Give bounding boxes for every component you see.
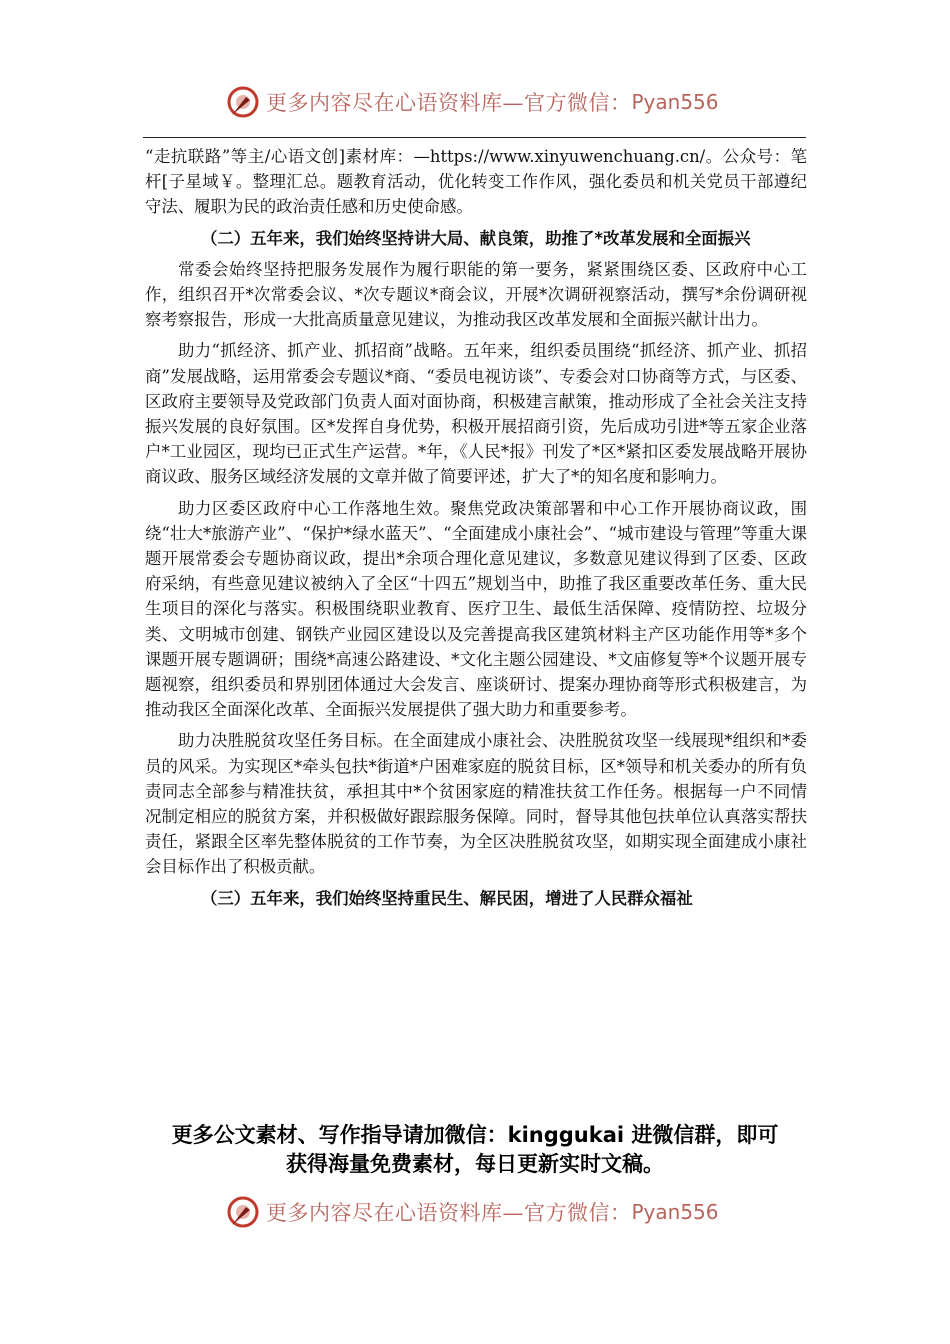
footer-wechat-id: Pyan556	[631, 1200, 719, 1224]
paragraph: 常委会始终坚持把服务发展作为履行职能的第一要务，紧紧围绕区委、区政府中心工作，组织召开*次常委会议、*次专题议*商会议，开展*次调研视察活动，撰写*余份调研视察考察报告，形成一大批高质量意见建议，为推动我区改革发展和全面振兴献计出力。	[145, 259, 807, 330]
paragraph: 助力区委区政府中心工作落地生效。聚焦党政决策部署和中心工作开展协商议政，围绕“壮大*旅游产业”、“保护*绿水蓝天”、“全面建成小康社会”、“城市建设与管理”等重大课题开展常委会专题协商议政，提出*余项合理化意见建议，多数意见建议得到了区委、区政府采纳，有些意见建议被纳入了全区“十四五”规划当中，助推了我区重要改革任务、重大民生项目的深化与落实。积极围绕职业教育、医疗卫生、最低生活保障、疫情防控、垃圾分类、文明城市创建、钢铁产业园区建设以及完善提高我区建筑材料主产区功能作用等*多个课题开展专题调研；围绕*高速公路建设、*文化主题公园建设、*文庙修复等*个议题开展专题视察，组织委员和界别团体通过大会发言、座谈研讨、提案办理协商等形式积极建言，为推动我区全面深化改革、全面振兴发展提供了强大助力和重要参考。	[145, 498, 807, 720]
promo-notice	[140, 1121, 810, 1179]
header-divider	[143, 137, 806, 138]
section-heading: （二）五年来，我们始终坚持讲大局、献良策，助推了*改革发展和全面振兴	[201, 228, 751, 248]
header-wechat-id: Pyan556	[631, 90, 719, 114]
section-heading: （三）五年来，我们始终坚持重民生、解民困，增进了人民群众福祉	[201, 888, 693, 908]
header-banner-text: 更多内容尽在心语资料库—官方微信：	[266, 91, 632, 115]
document-body	[145, 144, 807, 917]
promo-line: 获得海量免费素材，每日更新实时文稿。	[286, 1152, 664, 1176]
paragraph: “走抗联路”等主/心语文创]素材库：—https://www.xinyuwenchuang.cn/。公众号：笔杆[子星域￥。整理汇总。题教育活动，优化转变工作作风，强化委员和机关党员干部遵纪守法、履职为民的政治责任感和历史使命感。	[145, 147, 807, 217]
header-banner	[226, 84, 719, 120]
footer-banner-text: 更多内容尽在心语资料库—官方微信：	[266, 1201, 632, 1225]
logo-icon	[226, 1195, 260, 1229]
promo-line: 更多公文素材、写作指导请加微信：kinggukai 进微信群，即可	[171, 1123, 779, 1147]
footer-banner	[226, 1194, 719, 1230]
paragraph: 助力“抓经济、抓产业、抓招商”战略。五年来，组织委员围绕“抓经济、抓产业、抓招商”发展战略，运用常委会专题议*商、“委员电视访谈”、专委会对口协商等方式，与区委、区政府主要领导及党政部门负责人面对面协商，积极建言献策，推动形成了全社会关注支持振兴发展的良好氛围。区*发挥自身优势，积极开展招商引资，先后成功引进*等五家企业落户*工业园区，现均已正式生产运营。*年，《人民*报》刊发了*区*紧扣区委发展战略开展协商议政、服务区域经济发展的文章并做了简要评述，扩大了*的知名度和影响力。	[145, 341, 807, 487]
logo-icon	[226, 85, 260, 119]
paragraph: 助力决胜脱贫攻坚任务目标。在全面建成小康社会、决胜脱贫攻坚一线展现*组织和*委员的风采。为实现区*牵头包扶*街道*户困难家庭的脱贫目标，区*领导和机关委办的所有负责同志全部参与精准扶贫，承担其中*个贫困家庭的精准扶贫工作任务。根据每一户不同情况制定相应的脱贫方案，并积极做好跟踪服务保障。同时，督导其他包扶单位认真落实帮扶责任，紧跟全区率先整体脱贫的工作节奏，为全区决胜脱贫攻坚，如期实现全面建成小康社会目标作出了积极贡献。	[145, 731, 807, 877]
